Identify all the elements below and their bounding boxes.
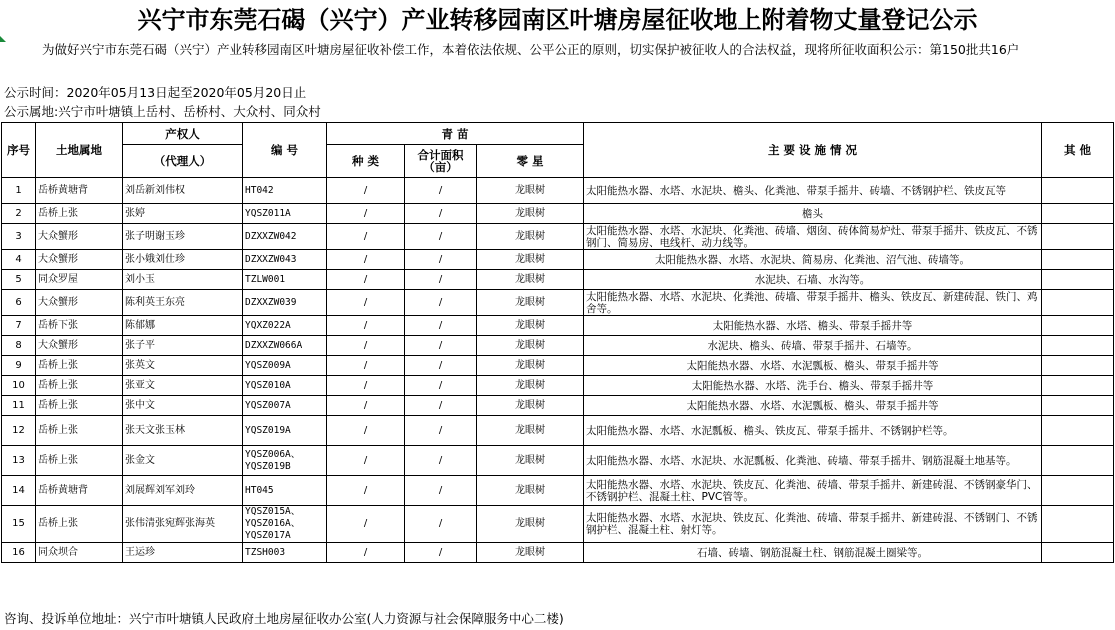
table-row — [2, 250, 1114, 270]
cell-owner: 张子平 — [123, 336, 243, 356]
cell-other — [1042, 446, 1114, 476]
cell-scattered: 龙眼树 — [477, 396, 584, 416]
cell-facilities: 太阳能热水器、水塔、水泥块、铁皮瓦、化粪池、砖墙、带泵手摇井、新建砖混、不锈钢豪华门、不锈钢护栏、混凝土柱、PVC管等。 — [584, 476, 1042, 506]
cell-kind: / — [327, 506, 405, 543]
cell-code: DZXXZW042 — [243, 224, 327, 250]
cell-code: YQSZ009A — [243, 356, 327, 376]
table-row — [2, 416, 1114, 446]
cell-seq: 10 — [2, 376, 36, 396]
cell-area: / — [405, 250, 477, 270]
header-seq: 序号 — [2, 123, 36, 178]
cell-seq: 7 — [2, 316, 36, 336]
cell-owner: 陈利英王东亮 — [123, 290, 243, 316]
cell-facilities: 太阳能热水器、水塔、水泥瓢板、檐头、带泵手摇井等 — [584, 356, 1042, 376]
header-facilities: 主 要 设 施 情 况 — [584, 123, 1042, 178]
header-area: 合计面积（亩） — [405, 145, 477, 178]
cell-facilities: 水泥块、石墙、水沟等。 — [584, 270, 1042, 290]
cell-area: / — [405, 446, 477, 476]
cell-kind: / — [327, 356, 405, 376]
header-crops: 青 苗 — [327, 123, 584, 145]
cell-kind: / — [327, 416, 405, 446]
cell-facilities: 太阳能热水器、水塔、洗手台、檐头、带泵手摇井等 — [584, 376, 1042, 396]
cell-code: YQSZ006A、YQSZ019B — [243, 446, 327, 476]
cell-facilities: 太阳能热水器、水塔、水泥块、水泥瓢板、化粪池、砖墙、带泵手摇井、钢筋混凝土地基等。 — [584, 446, 1042, 476]
cell-seq: 6 — [2, 290, 36, 316]
cell-kind: / — [327, 224, 405, 250]
cell-other — [1042, 336, 1114, 356]
table-row — [2, 543, 1114, 563]
cell-area: / — [405, 476, 477, 506]
cell-kind: / — [327, 336, 405, 356]
cell-land: 岳桥黄塘背 — [36, 476, 123, 506]
cell-facilities: 太阳能热水器、水塔、水泥瓢板、檐头、铁皮瓦、带泵手摇井、不锈钢护栏等。 — [584, 416, 1042, 446]
table-row — [2, 316, 1114, 336]
cell-area: / — [405, 356, 477, 376]
cell-land: 岳桥上张 — [36, 506, 123, 543]
table-row — [2, 270, 1114, 290]
cell-land: 岳桥上张 — [36, 396, 123, 416]
header-owner: 产权人 — [123, 123, 243, 145]
cell-other — [1042, 506, 1114, 543]
cell-area: / — [405, 224, 477, 250]
cell-owner: 刘小玉 — [123, 270, 243, 290]
cell-land: 岳桥上张 — [36, 446, 123, 476]
contact-footer: 咨询、投诉单位地址：兴宁市叶塘镇人民政府土地房屋征收办公室(人力资源与社会保障服务中心二楼) — [4, 611, 564, 626]
cell-area: / — [405, 376, 477, 396]
cell-other — [1042, 290, 1114, 316]
cell-kind: / — [327, 396, 405, 416]
cell-facilities: 太阳能热水器、水塔、水泥块、简易房、化粪池、沼气池、砖墙等。 — [584, 250, 1042, 270]
cell-code: HT045 — [243, 476, 327, 506]
cell-kind: / — [327, 543, 405, 563]
cell-owner: 张小娥刘仕珍 — [123, 250, 243, 270]
table-row — [2, 376, 1114, 396]
cell-other — [1042, 224, 1114, 250]
cell-land: 岳桥上张 — [36, 204, 123, 224]
cell-scattered: 龙眼树 — [477, 376, 584, 396]
cell-scattered: 龙眼树 — [477, 270, 584, 290]
cell-scattered: 龙眼树 — [477, 506, 584, 543]
cell-kind: / — [327, 290, 405, 316]
cell-code: YQSZ011A — [243, 204, 327, 224]
header-code: 编 号 — [243, 123, 327, 178]
table-row — [2, 446, 1114, 476]
cell-facilities: 太阳能热水器、水塔、水泥块、铁皮瓦、化粪池、砖墙、带泵手摇井、新建砖混、不锈钢门、不锈钢护栏、混凝土柱、射灯等。 — [584, 506, 1042, 543]
cell-other — [1042, 316, 1114, 336]
cell-scattered: 龙眼树 — [477, 476, 584, 506]
cell-other — [1042, 250, 1114, 270]
cell-land: 大众蟹形 — [36, 290, 123, 316]
cell-scattered: 龙眼树 — [477, 204, 584, 224]
cell-owner: 张子明谢玉珍 — [123, 224, 243, 250]
cell-code: YQXZ022A — [243, 316, 327, 336]
cell-seq: 13 — [2, 446, 36, 476]
cell-facilities: 石墙、砖墙、钢筋混凝土柱、钢筋混凝土圈梁等。 — [584, 543, 1042, 563]
cell-area: / — [405, 543, 477, 563]
cell-seq: 3 — [2, 224, 36, 250]
cell-area: / — [405, 178, 477, 204]
cell-seq: 5 — [2, 270, 36, 290]
cell-owner: 刘展辉刘军刘玲 — [123, 476, 243, 506]
table-row — [2, 476, 1114, 506]
page-title: 兴宁市东莞石碣（兴宁）产业转移园南区叶塘房屋征收地上附着物丈量登记公示 — [137, 6, 978, 34]
cell-other — [1042, 204, 1114, 224]
cell-owner: 张亚文 — [123, 376, 243, 396]
cell-scattered: 龙眼树 — [477, 316, 584, 336]
cell-seq: 14 — [2, 476, 36, 506]
cell-area: / — [405, 416, 477, 446]
cell-land: 同众坝合 — [36, 543, 123, 563]
cell-code: HT042 — [243, 178, 327, 204]
cell-seq: 11 — [2, 396, 36, 416]
table-row — [2, 356, 1114, 376]
cell-kind: / — [327, 446, 405, 476]
cell-other — [1042, 270, 1114, 290]
header-agent: （代理人） — [123, 145, 243, 178]
cell-seq: 12 — [2, 416, 36, 446]
cell-code: TZLW001 — [243, 270, 327, 290]
cell-land: 大众蟹形 — [36, 336, 123, 356]
cell-facilities: 太阳能热水器、水塔、水泥块、化粪池、砖墙、带泵手摇井、檐头、铁皮瓦、新建砖混、铁门、鸡舍等。 — [584, 290, 1042, 316]
table-row — [2, 336, 1114, 356]
intro-paragraph: 为做好兴宁市东莞石碣（兴宁）产业转移园南区叶塘房屋征收补偿工作，本着依法依规、公平公正的原则，切实保护被征收人的合法权益，现将所征收面积公示：第150批共16户 — [42, 42, 1020, 57]
cell-owner: 陈郁娜 — [123, 316, 243, 336]
cell-seq: 15 — [2, 506, 36, 543]
header-land: 土地属地 — [36, 123, 123, 178]
cell-area: / — [405, 396, 477, 416]
cell-other — [1042, 543, 1114, 563]
cell-seq: 1 — [2, 178, 36, 204]
cell-owner: 张中文 — [123, 396, 243, 416]
cell-scattered: 龙眼树 — [477, 543, 584, 563]
cell-area: / — [405, 290, 477, 316]
cell-scattered: 龙眼树 — [477, 290, 584, 316]
cell-owner: 王运珍 — [123, 543, 243, 563]
cell-other — [1042, 178, 1114, 204]
table-row — [2, 204, 1114, 224]
cell-scattered: 龙眼树 — [477, 250, 584, 270]
cell-kind: / — [327, 250, 405, 270]
cell-scattered: 龙眼树 — [477, 336, 584, 356]
cell-code: YQSZ010A — [243, 376, 327, 396]
cell-seq: 4 — [2, 250, 36, 270]
cell-facilities: 太阳能热水器、水塔、水泥块、檐头、化粪池、带泵手摇井、砖墙、不锈钢护栏、铁皮瓦等 — [584, 178, 1042, 204]
cell-kind: / — [327, 476, 405, 506]
cell-facilities: 水泥块、檐头、砖墙、带泵手摇井、石墙等。 — [584, 336, 1042, 356]
cell-scattered: 龙眼树 — [477, 356, 584, 376]
cell-facilities: 檐头 — [584, 204, 1042, 224]
cell-scattered: 龙眼树 — [477, 416, 584, 446]
cell-seq: 8 — [2, 336, 36, 356]
cell-kind: / — [327, 178, 405, 204]
cell-area: / — [405, 506, 477, 543]
cell-scattered: 龙眼树 — [477, 446, 584, 476]
table-row — [2, 506, 1114, 543]
cell-code: YQSZ015A、YQSZ016A、YQSZ017A — [243, 506, 327, 543]
cell-facilities: 太阳能热水器、水塔、水泥瓢板、檐头、带泵手摇井等 — [584, 396, 1042, 416]
cell-area: / — [405, 204, 477, 224]
cell-owner: 张婷 — [123, 204, 243, 224]
notice-period: 公示时间：2020年05月13日起至2020年05月20日止 — [4, 85, 307, 100]
cell-kind: / — [327, 316, 405, 336]
cell-other — [1042, 356, 1114, 376]
table-row — [2, 224, 1114, 250]
registration-table — [1, 122, 1114, 563]
cell-land: 大众蟹形 — [36, 250, 123, 270]
cell-owner: 张金文 — [123, 446, 243, 476]
cell-area: / — [405, 336, 477, 356]
cell-facilities: 太阳能热水器、水塔、檐头、带泵手摇井等 — [584, 316, 1042, 336]
cell-code: YQSZ019A — [243, 416, 327, 446]
header-scattered: 零 星 — [477, 145, 584, 178]
cell-code: DZXXZW043 — [243, 250, 327, 270]
cell-land: 同众罗屋 — [36, 270, 123, 290]
cell-seq: 2 — [2, 204, 36, 224]
cell-code: DZXXZW039 — [243, 290, 327, 316]
header-kind: 种 类 — [327, 145, 405, 178]
notice-location: 公示属地:兴宁市叶塘镇上岳村、岳桥村、大众村、同众村 — [4, 104, 321, 119]
cell-facilities: 太阳能热水器、水塔、水泥块、化粪池、砖墙、烟囱、砖体简易炉灶、带泵手摇井、铁皮瓦、不锈钢门、简易房、电线杆、动力线等。 — [584, 224, 1042, 250]
cell-land: 岳桥上张 — [36, 376, 123, 396]
cell-owner: 张英文 — [123, 356, 243, 376]
cell-area: / — [405, 270, 477, 290]
cell-other — [1042, 396, 1114, 416]
cell-code: DZXXZW066A — [243, 336, 327, 356]
table-row — [2, 178, 1114, 204]
cell-land: 大众蟹形 — [36, 224, 123, 250]
cell-area: / — [405, 316, 477, 336]
cell-other — [1042, 476, 1114, 506]
cell-kind: / — [327, 204, 405, 224]
cell-land: 岳桥下张 — [36, 316, 123, 336]
table-row — [2, 396, 1114, 416]
header-other: 其 他 — [1042, 123, 1114, 178]
cell-owner: 刘岳新刘伟权 — [123, 178, 243, 204]
cell-owner: 张伟清张宛辉张海英 — [123, 506, 243, 543]
cell-land: 岳桥黄塘背 — [36, 178, 123, 204]
cell-land: 岳桥上张 — [36, 356, 123, 376]
cell-code: TZSH003 — [243, 543, 327, 563]
cell-kind: / — [327, 376, 405, 396]
cell-other — [1042, 416, 1114, 446]
cell-land: 岳桥上张 — [36, 416, 123, 446]
cell-other — [1042, 376, 1114, 396]
cell-kind: / — [327, 270, 405, 290]
cell-seq: 9 — [2, 356, 36, 376]
cell-scattered: 龙眼树 — [477, 224, 584, 250]
table-row — [2, 290, 1114, 316]
cell-scattered: 龙眼树 — [477, 178, 584, 204]
cell-owner: 张天文张玉林 — [123, 416, 243, 446]
cell-code: YQSZ007A — [243, 396, 327, 416]
cell-seq: 16 — [2, 543, 36, 563]
